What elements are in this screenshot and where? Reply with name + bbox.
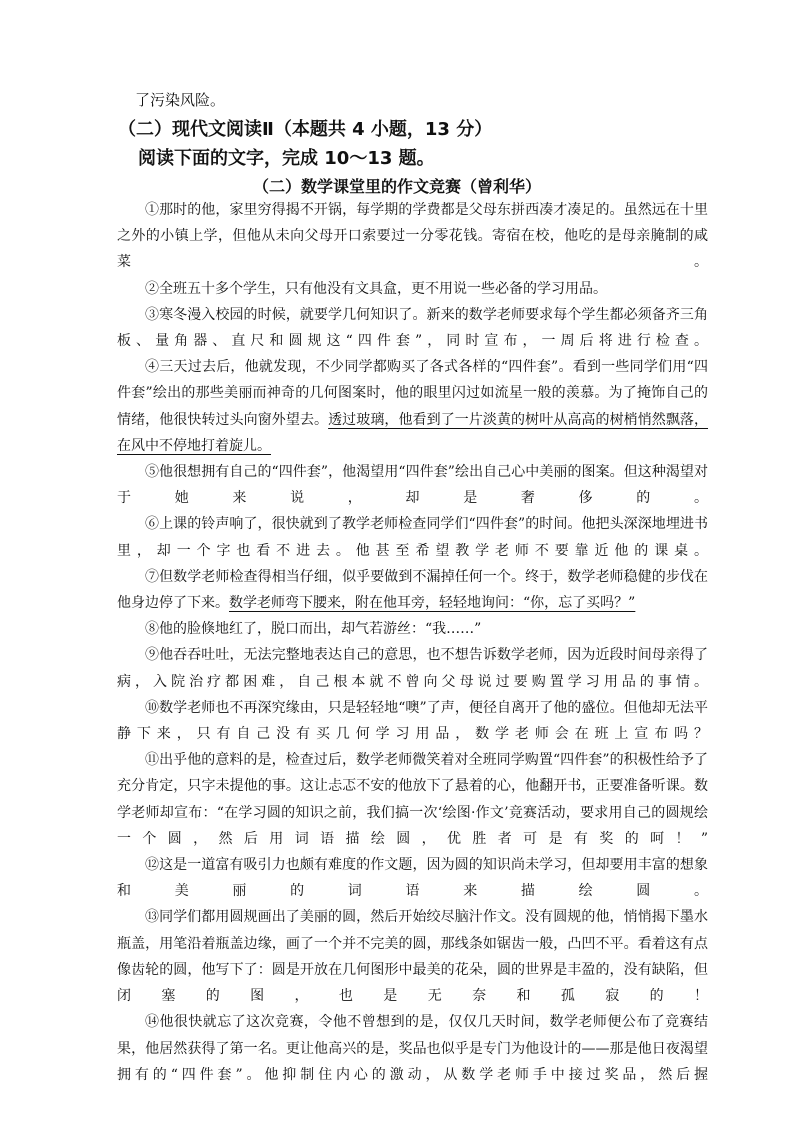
section-heading: （二）现代文阅读Ⅱ（本题共 4 小题，13 分） bbox=[118, 119, 493, 140]
reading-instruction: 阅读下面的文字，完成 10～13 题。 bbox=[138, 148, 435, 169]
paragraph-text: ⑭他很快就忘了这次竞赛，令他不曾想到的是，仅仅几天时间，数学老师便公布了竞赛结果，他居然获得了第一名。更让他高兴的是，奖品也似乎是专门为他设计的——那是他日夜渴望拥有的“四件套”。他抑制住内心的激动，从数学老师手中接过奖品，然后握 bbox=[117, 1014, 708, 1083]
paragraph-text: ④三天过去后，他就发现，不少同学都购买了各式各样的“四件套”。看到一些同学们用“四件套”绘出的那些美丽而神奇的几何图案时，他的眼里闪过如流星一般的羡慕。为了掩饰自己的情绪，他很快转过头向窗外望去。 bbox=[117, 359, 708, 428]
paragraph-10 bbox=[117, 695, 708, 747]
paragraph-1 bbox=[117, 197, 708, 276]
paragraph-12 bbox=[117, 852, 708, 904]
paragraph-text: ⑦但数学老师检查得相当仔细，似乎要做到不漏掉任何一个。终于，数学老师稳健的步伐在他身边停了下来。 bbox=[117, 568, 708, 612]
paragraph-text: ②全班五十多个学生，只有他没有文具盒，更不用说一些必备的学习用品。 bbox=[145, 280, 607, 297]
paragraph-text: ⑨他吞吞吐吐，无法完整地表达自己的意思，也不想告诉数学老师，因为近段时间母亲得了病，入院治疗都困难，自己根本就不曾向父母说过要购置学习用品的事情。 bbox=[117, 647, 708, 690]
paragraph-13 bbox=[117, 904, 708, 1009]
paragraph-6 bbox=[117, 511, 708, 563]
paragraph-5 bbox=[117, 459, 708, 511]
paragraph-text: ③寒冬漫入校园的时候，就要学几何知识了。新来的数学老师要求每个学生都必须备齐三角板、量角器、直尺和圆规这“四件套”，同时宣布，一周后将进行检查。 bbox=[117, 306, 708, 350]
paragraph-3 bbox=[117, 302, 708, 354]
paragraph-7 bbox=[117, 564, 708, 616]
paragraph-11 bbox=[117, 747, 708, 852]
paragraph-text: ⑪出乎他的意料的是，检查过后，数学老师微笑着对全班同学购置“四件套”的积极性给予了充分肯定，只字未提他的事。这让忐忑不安的他放下了悬着的心，他翻开书，正要准备听课。数学老师却宣布：“在学习圆的知识之前，我们搞一次‘绘图·作文’竞赛活动，要求用自己的圆规绘一个圆，然后用词语描绘圆，优胜者可是有奖的呵！” bbox=[117, 752, 708, 847]
underlined-sentence: 数学老师弯下腰来，附在他耳旁，轻轻地询问：“你，忘了买吗？” bbox=[229, 595, 636, 612]
article-title: （二）数学课堂里的作文竞赛（曾利华） bbox=[252, 177, 541, 196]
paragraph-text: ⑧他的脸倏地红了，脱口而出，却气若游丝：“我……” bbox=[145, 621, 482, 638]
paragraph-text: ⑫这是一道富有吸引力也颇有难度的作文题，因为圆的知识尚未学习，但却要用丰富的想象和美丽的词语来描绘圆。 bbox=[117, 857, 708, 900]
paragraph-text: ⑤他很想拥有自己的“四件套”，他渴望用“四件套”绘出自己心中美丽的图案。但这种渴望对于她来说，却是奢侈的。 bbox=[117, 464, 708, 507]
paragraph-2 bbox=[117, 276, 708, 302]
paragraph-14 bbox=[117, 1009, 708, 1088]
paragraph-text: ⑥上课的铃声响了，很快就到了教学老师检查同学们“四件套”的时间。他把头深深地埋进书里，却一个字也看不进去。他甚至希望教学老师不要靠近他的课桌。 bbox=[117, 516, 708, 559]
underlined-sentence: 透过玻璃，他看到了一片淡黄的树叶从高高的树梢悄然飘落，在风中不停地打着旋儿。 bbox=[117, 411, 709, 454]
paragraph-8 bbox=[117, 616, 708, 642]
paragraph-text: ①那时的他，家里穷得揭不开锅，每学期的学费都是父母东拼西凑才凑足的。虽然远在十里之外的小镇上学，但他从未向父母开口索要过一分零花钱。寄宿在校，他吃的是母亲腌制的咸菜。 bbox=[117, 202, 708, 271]
paragraph-text: ⑩数学老师也不再深究缘由，只是轻轻地“噢”了声，便径自离开了他的盛位。但他却无法平静下来，只有自己没有买几何学习用品，数学老师会在班上宣布吗？ bbox=[117, 699, 708, 743]
paragraph-4 bbox=[117, 354, 708, 459]
article-body bbox=[117, 197, 708, 1088]
previous-passage-continuation: 了污染风险。 bbox=[135, 91, 226, 109]
paragraph-text: ⑬同学们都用圆规画出了美丽的圆，然后开始绞尽脑汁作文。没有圆规的他，悄悄揭下墨水瓶盖，用笔沿着瓶盖边缘，画了一个并不完美的圆，那线条如锯齿一般，凸凹不平。看着这有点像齿轮的圆，他写下了：圆是开放在几何图形中最美的花朵，圆的世界是丰盈的，没有缺陷，但闭塞的图，也是无奈和孤寂的！ bbox=[117, 909, 708, 1005]
paragraph-9 bbox=[117, 642, 708, 694]
